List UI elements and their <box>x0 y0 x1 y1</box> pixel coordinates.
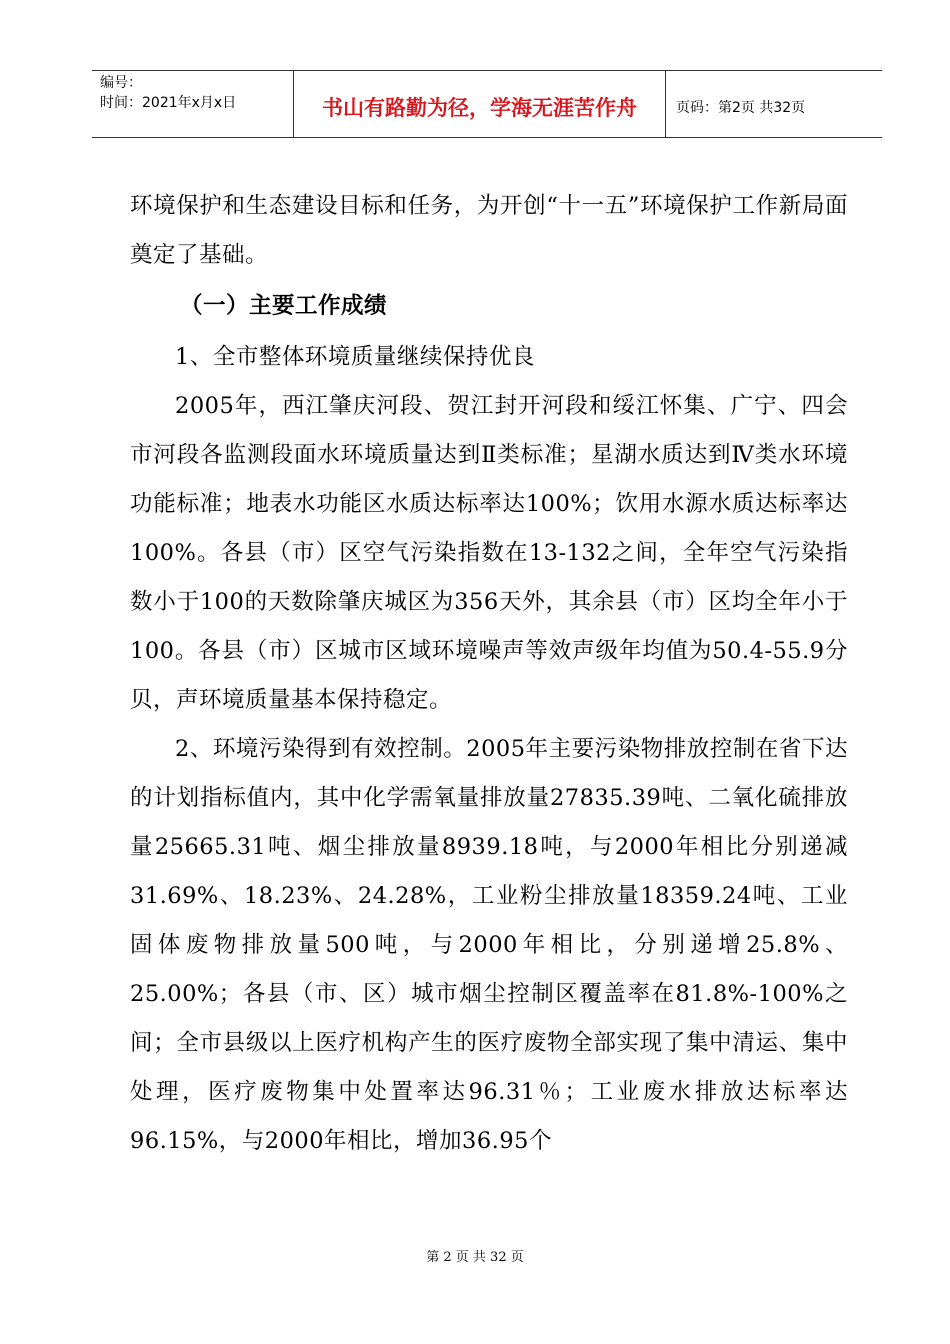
serial-number-label: 编号： <box>100 75 142 91</box>
item1-title: 1、全市整体环境质量继续保持优良 <box>175 344 535 370</box>
page-footer: 第 2 页 共 32 页 <box>426 1250 524 1265</box>
document-header <box>92 70 882 138</box>
header-page-info: 页码：第2页 共32页 <box>676 100 806 116</box>
item1-paragraph: 2005年，西江肇庆河段、贺江封开河段和绥江怀集、广宁、四会市河段各监测段面水环境质量达到Ⅱ类标准；星湖水质达到Ⅳ类水环境功能标准；地表水功能区水质达标率达100%；饮用水源水质达标率达100%。各县（市）区空气污染指数在13-132之间，全年空气污染指数小于100的天数除肇庆城区为356天外，其余县（市）区均全年小于100。各县（市）区城市区域环境噪声等效声级年均值为50.4-55.9分贝，声环境质量基本保持稳定。 <box>130 393 848 713</box>
section-heading: （一）主要工作成绩 <box>180 293 388 319</box>
header-meta-cell <box>92 71 294 137</box>
date-label: 时间：2021年x月x日 <box>100 95 237 111</box>
intro-paragraph: 环境保护和生态建设目标和任务，为开创“十一五”环境保护工作新局面奠定了基础。 <box>130 193 848 268</box>
header-motto: 书山有路勤为径，学海无涯苦作舟 <box>294 71 666 137</box>
document-body <box>130 182 848 1166</box>
item2-paragraph: 2、环境污染得到有效控制。2005年主要污染物排放控制在省下达的计划指标值内，其中化学需氧量排放量27835.39吨、二氧化硫排放量25665.31吨、烟尘排放量8939.18吨，与2000年相比分别递减31.69%、18.23%、24.28%，工业粉尘排放量18359.24吨、工业固体废物排放量500吨，与2000年相比，分别递增25.8%、25.00%；各县（市、区）城市烟尘控制区覆盖率在81.8%-100%之间；全市县级以上医疗机构产生的医疗废物全部实现了集中清运、集中处理，医疗废物集中处置率达96.31％；工业废水排放达标率达96.15%，与2000年相比，增加36.95个 <box>130 736 848 1154</box>
